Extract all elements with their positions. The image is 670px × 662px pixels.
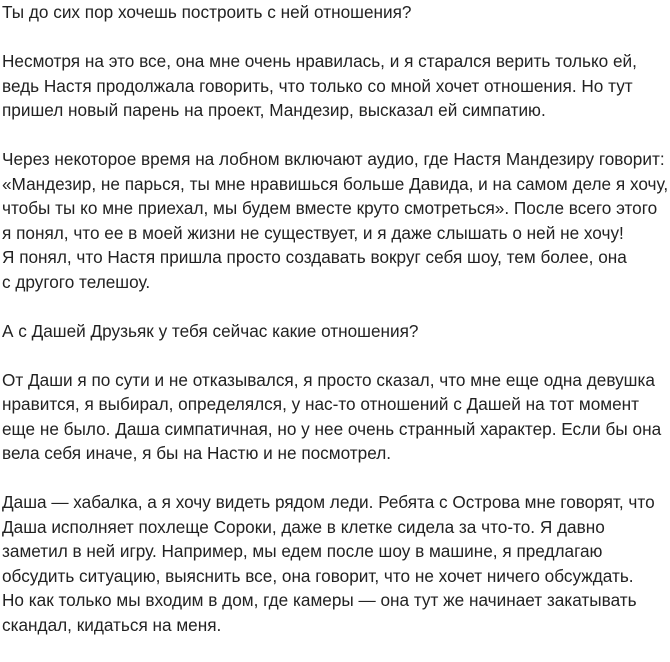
text-line: обсудить ситуацию, выяснить все, она говорит, что не хочет ничего обсуждать. [2,565,634,586]
text-line: вела себя иначе, я бы на Настю и не посмотрел. [2,443,391,463]
article-text [2,0,668,662]
question-paragraph [2,319,668,344]
answer-paragraph [2,368,668,466]
text-line: Даша — хабалка, а я хочу видеть рядом леди. Ребята с Острова мне говорят, что [2,492,655,512]
text-line: Ты до сих пор хочешь построить с ней отношения? [2,2,412,22]
text-line: Несмотря на это все, она мне очень нравилась, и я старался верить только ей, [2,51,637,71]
text-line: А с Дашей Друзьяк у тебя сейчас какие отношения? [2,320,419,341]
text-line: «Мандезир, не парься, ты мне нравишься больше Давида, и на самом деле я хочу, [2,173,669,194]
text-line: я понял, что ее в моей жизни не существует, и я даже слышать о ней не хочу! [2,222,624,243]
text-line: пришел новый парень на проект, Мандезир, высказал ей симпатию. [2,100,546,120]
question-paragraph [2,0,668,25]
answer-paragraph [2,490,668,637]
text-line: нравится, я выбирал, определялся, у нас-то отношений с Дашей на тот момент [2,394,640,414]
answer-paragraph [2,147,668,294]
text-line: Я понял, что Настя пришла просто создавать вокруг себя шоу, тем более, она [2,247,627,267]
text-line: еще не было. Даша симпатичная, но у нее очень странный характер. Если бы она [2,418,662,439]
text-line: Даша исполняет похлеще Сороки, даже в клетке сидела за что-то. Я давно [2,516,605,537]
text-line: Но как только мы входим в дом, где камеры — она тут же начинает закатывать [2,590,637,610]
text-line: ведь Настя продолжала говорить, что только со мной хочет отношения. Но тут [2,75,633,96]
text-line: чтобы ты ко мне приехал, мы будем вместе круто смотреться». После всего этого [2,198,658,218]
text-line: скандал, кидаться на меня. [2,614,222,635]
text-line: заметил в ней игру. Например, мы едем после шоу в машине, я предлагаю [2,541,603,561]
text-line: Через некоторое время на лобном включают аудио, где Настя Мандезиру говорит: [2,149,665,169]
text-line: От Даши я по сути и не отказывался, я просто сказал, что мне еще одна девушка [2,369,655,390]
answer-paragraph [2,49,668,123]
text-line: с другого телешоу. [2,271,151,292]
